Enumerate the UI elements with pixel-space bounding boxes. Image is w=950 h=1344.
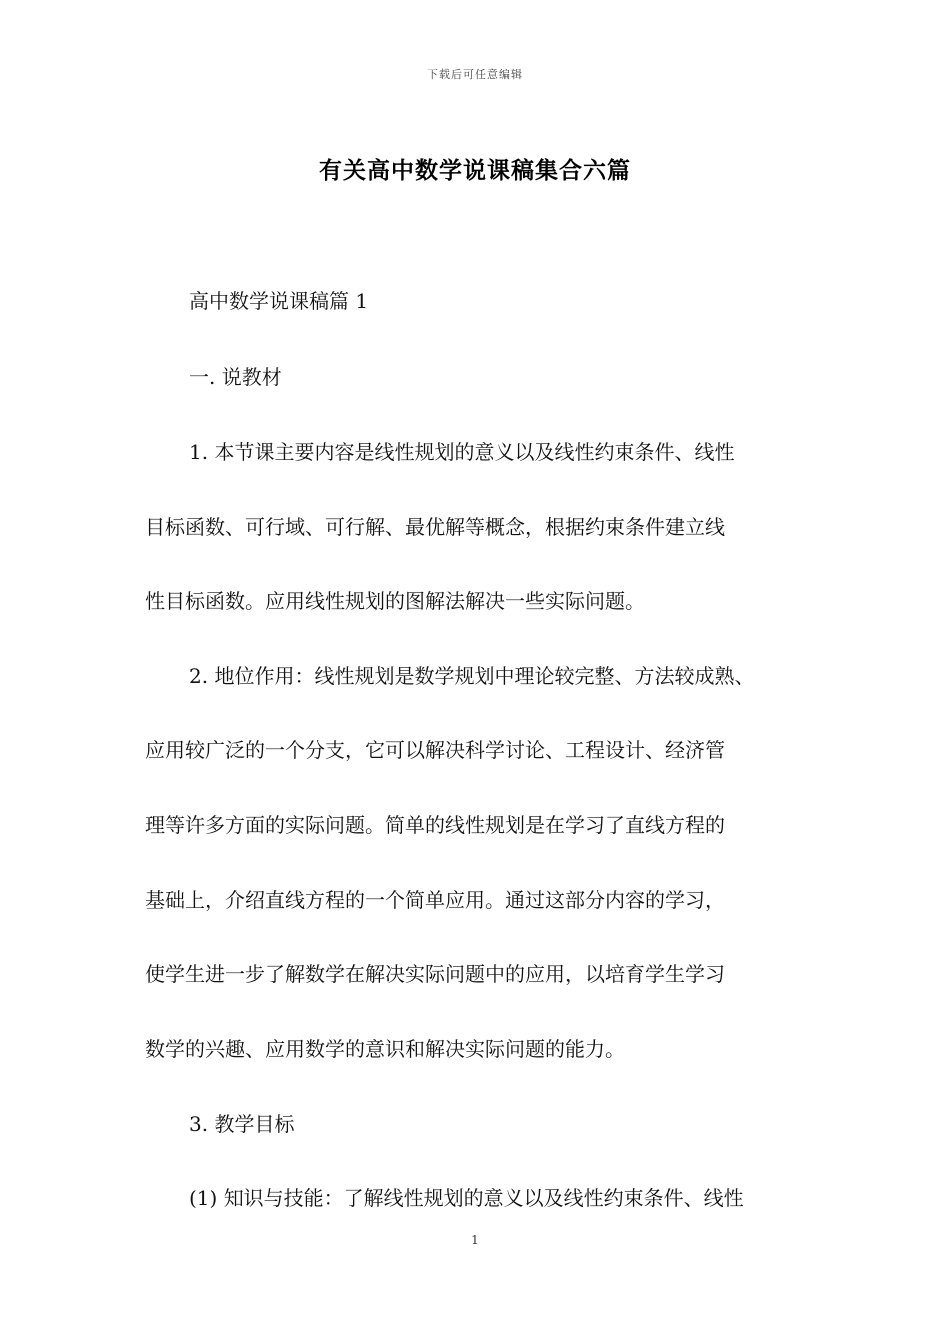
document-title: 有关高中数学说课稿集合六篇 bbox=[319, 157, 631, 184]
paragraph-line: 应用较广泛的一个分支，它可以解决科学讨论、工程设计、经济管 bbox=[145, 738, 725, 762]
paragraph-line: 1. 本节课主要内容是线性规划的意义以及线性约束条件、线性 bbox=[189, 440, 735, 464]
subsection-heading: 3. 教学目标 bbox=[189, 1112, 295, 1136]
paragraph-line: 使学生进一步了解数学在解决实际问题中的应用，以培育学生学习 bbox=[145, 962, 725, 986]
subsection-heading: 一. 说教材 bbox=[189, 365, 282, 389]
paragraph-line: 目标函数、可行域、可行解、最优解等概念，根据约束条件建立线 bbox=[145, 515, 725, 539]
paragraph-line: 性目标函数。应用线性规划的图解法解决一些实际问题。 bbox=[145, 589, 645, 613]
paragraph-line: (1) 知识与技能：了解线性规划的意义以及线性约束条件、线性 bbox=[189, 1186, 744, 1210]
paragraph-line: 2. 地位作用：线性规划是数学规划中理论较完整、方法较成熟、 bbox=[189, 664, 755, 688]
paragraph-line: 理等许多方面的实际问题。简单的线性规划是在学习了直线方程的 bbox=[145, 813, 725, 837]
header-note: 下载后可任意编辑 bbox=[427, 68, 523, 81]
page-number: 1 bbox=[471, 1233, 479, 1247]
paragraph-line: 基础上，介绍直线方程的一个简单应用。通过这部分内容的学习， bbox=[145, 888, 725, 912]
section-heading: 高中数学说课稿篇 1 bbox=[189, 289, 369, 313]
paragraph-line: 数学的兴趣、应用数学的意识和解决实际问题的能力。 bbox=[145, 1037, 625, 1061]
